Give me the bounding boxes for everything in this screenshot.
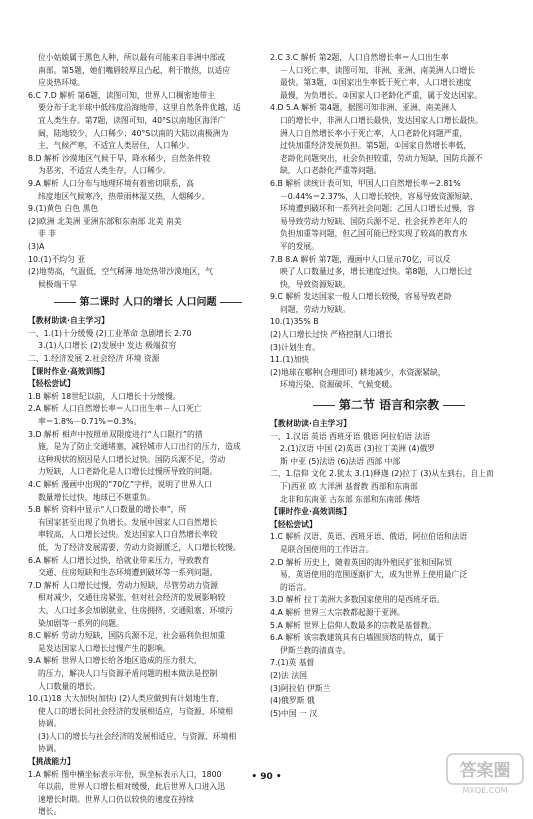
text-line: 映了人口数量过多，增长速度过快。第8题，人口增长过 <box>280 267 473 277</box>
subheading-reading-guide: 【教材助读·自主学习】 <box>28 316 109 326</box>
text-line: 下)西亚 欧 大洋洲 基督教 西部和东南部 <box>280 482 418 491</box>
text-line: 快，导致资源短缺。 <box>280 279 351 289</box>
text-line: 速增长时期。世界人口仍以较快的速度在持续 <box>38 794 194 804</box>
text-line: 7.(1)英 基督 <box>270 658 315 668</box>
text-line: 9.A 解析 人口分布与地理环境有着密切联系，高 <box>28 178 194 188</box>
text-line: 老龄化问题突出，社会负担较重，劳动力短缺，国防兵源不 <box>280 153 483 163</box>
text-line: 位小姑娘属于黑色人种，所以最有可能来自非洲中部或 <box>38 53 226 62</box>
title-rule-right <box>220 302 242 303</box>
subheading-easy-try: 【轻松尝试】 <box>28 379 75 389</box>
text-line: 染加剧等一系列的问题。 <box>38 618 124 628</box>
text-line: 应炎热环境。 <box>38 78 85 88</box>
text-line: 4.D 5.A 解析 第4题，据图可知非洲、亚洲、南美洲人 <box>270 103 457 113</box>
subheading-homework: 【课时作业·高效训练】 <box>270 507 351 517</box>
text-line: 最快。第3题，①国家出生率低于死亡率，人口增长速度 <box>280 78 472 88</box>
text-line: 增长。 <box>38 807 62 817</box>
text-line: －人口死亡率，读图可知，非洲、亚洲、南美洲人口增长 <box>280 65 475 75</box>
reading-guide-answers <box>28 328 268 366</box>
title-rule-left <box>313 405 335 406</box>
text-line: 问题，劳动力短缺。 <box>280 304 351 314</box>
text-line: 环境遭到破坏和一系列社会问题；乙国人口增长过慢，容 <box>280 204 475 214</box>
text-line: 北非和东南亚 古东部 东部和东南部 佛塔 <box>280 494 420 504</box>
text-line: 2.D 解析 历史上，随着英国的海外殖民扩张和国际贸 <box>270 557 453 567</box>
text-line: 缺，人口老龄化严重等问题。 <box>280 166 382 176</box>
right-question-11 <box>270 354 508 392</box>
text-line: 斯 中亚 (5)法语 (6)法语 西部 中部 <box>280 456 401 466</box>
left-column <box>28 52 268 819</box>
text-line: 协调。 <box>38 719 62 729</box>
subheading-challenge: 【挑战能力】 <box>28 757 75 767</box>
text-line: 的压力，解决人口与资源矛盾问题的根本做法是控制 <box>38 668 218 678</box>
question-10-answers <box>28 693 268 756</box>
text-line: 候极端干旱 <box>38 279 77 289</box>
text-line: 负担加重等问题，但乙国可能已经实现了较高的教育水 <box>280 229 468 239</box>
text-line: 洲人口自然增长率小于死亡率，人口老龄化问题严重， <box>280 128 468 138</box>
text-line: (3)A <box>28 241 45 251</box>
page-number: • 90 • <box>251 772 282 782</box>
text-line: 数量增长过快，地球已不堪重负。 <box>38 492 155 502</box>
text-line: 协调。 <box>38 744 62 754</box>
text-line: 1.A 解析 图中横坐标表示年份，纵坐标表示人口，1800 <box>28 769 222 779</box>
question-7-answers <box>270 657 508 720</box>
text-line: 最慢，为负增长。②国家人口老龄化严重，属于发达国家。 <box>280 90 482 100</box>
text-line: 6.B 解析 读统计表可知，甲国人口自然增长率＝2.81% <box>270 178 461 188</box>
text-line: 5.B 解析 资料中显示“人口数量的增长率”，所 <box>28 505 187 515</box>
text-line: (4)俄罗斯 俄 <box>270 696 315 706</box>
text-line: 3.(1)人口增长 (2)发展中 发达 极端贫穷 <box>38 341 177 351</box>
text-line: 非 非 <box>38 229 57 239</box>
text-line: 二、1.信仰 文化 2.犹太 3.(1)释迦 (2)拉丁 (3)从左到右，自上而 <box>270 469 494 479</box>
text-line: 9.C 解析 发达国家一般人口增长较慢，容易导致老龄 <box>270 292 452 302</box>
text-line: 8.C 解析 劳动力短缺，国防兵源不足，社会福利负担加重 <box>28 631 226 641</box>
text-line: 易，英语使用的范围逐渐扩大，成为世界上使用最广泛 <box>280 570 468 580</box>
text-line: 4.A 解析 世界三大宗教都起源于亚洲。 <box>270 607 405 617</box>
text-line: 3.D 解析 相声中按照单双限度进行“人口限行”的措 <box>28 429 203 439</box>
text-line: 年以前，世界人口增长相对缓慢，此后世界人口进入迅 <box>38 782 226 792</box>
text-line: 伊斯兰教的清真寺。 <box>280 645 351 655</box>
text-line: 2.C 3.C 解析 第2题，人口自然增长率＝人口出生率 <box>270 53 449 62</box>
left-top-block <box>28 52 268 291</box>
watermark-logo-icon <box>445 750 525 796</box>
text-line: 的语言。 <box>280 582 312 592</box>
text-line: 主，气候严寒，不适宜人类居住，人口稀少。 <box>38 141 194 151</box>
text-line: 4.C 解析 漫画中出现的“70亿”字样，说明了世界人口 <box>28 480 212 489</box>
text-line: 过快加重经济发展负担。第5题，①国家自然增长率低， <box>280 141 472 151</box>
right-question-10 <box>270 316 508 354</box>
section-title-text: 第二节 语言和宗教 <box>338 398 440 413</box>
text-line: (3)阿拉伯 伊斯兰 <box>270 683 331 693</box>
text-line: 2.A 解析 人口自然增长率＝人口出生率－人口死亡 <box>28 404 202 414</box>
text-line: 10.(1)不均匀 亚 <box>28 254 86 264</box>
text-line: 阔，陆地较少，人口稀少；40°S以南的大陆以南极洲为 <box>38 128 229 138</box>
text-line: 1.B 解析 18世纪以前，人口增长十分缓慢。 <box>28 391 181 401</box>
text-line: (5)中国 一 汉 <box>270 708 318 718</box>
text-line: 9.(1)黄色 白色 黑色 <box>28 204 99 214</box>
text-line: 人口数量的增长。 <box>38 681 101 691</box>
text-line: (2)人口增长过快 严格控制人口增长 <box>270 330 393 340</box>
watermark-main-text: 答案圈 <box>459 761 511 781</box>
text-line: 要分布于北半球中低纬度沿海地带，这里自然条件优越，适 <box>38 103 241 113</box>
text-line: 率较高，人口增长过快。发达国家人口自然增长率较 <box>38 530 218 540</box>
text-line: 易导致劳动力短缺、国防兵源不足、社会抚养老年人的 <box>280 216 468 226</box>
subheading-reading-guide: 【教材助读·自主学习】 <box>270 419 351 429</box>
text-line: 10.(1)35% B <box>270 317 319 327</box>
section-title-text: 第二课时 人口的增长 人口问题 <box>79 297 217 309</box>
text-line: 施，是为了防止交通堵塞，减轻城市人口出行的压力，造成 <box>38 442 241 452</box>
easy-try-answers <box>28 391 268 693</box>
text-line: 6.C 7.D 解析 第6题，读图可知，世界人口稠密地带主 <box>28 90 215 100</box>
text-line: (2)欧洲 北美洲 亚洲东部和东南部 北美 南美 <box>28 216 182 226</box>
right-column <box>270 52 508 720</box>
text-line: 纬度地区气候寒冷，热带雨林湿又热，人烟稀少。 <box>38 191 210 201</box>
text-line: 相对减少，交通住房紧张，但对社会经济的发展影响较 <box>38 593 226 603</box>
text-line: 低，为了经济发展需要，劳动力资源匮乏，人口增长较慢。 <box>38 542 241 552</box>
text-line: 这种现状的原因是人口增长过快。国防兵源不足，劳动 <box>38 454 226 464</box>
text-line: 7.D 解析 人口增长过慢，劳动力短缺，尽管劳动力资源 <box>28 580 218 590</box>
text-line: 10.(1)18 大大加快(加快) (2)人类应做到有计划地生育， <box>28 694 224 704</box>
text-line: 有国家甚至出现了负增长。发展中国家人口自然增长 <box>38 517 218 527</box>
text-line: 6.A 解析 人口增长过快，给就业带来压力，导致教育 <box>28 555 210 565</box>
text-line: 宜人类生存。第7题，读图可知，40°S以南地区海洋广 <box>38 115 226 125</box>
text-line: 交通、住房短缺和生态环境遭到破坏等一系列问题。 <box>38 568 218 578</box>
text-line: 一、1.(1)十分缓慢 (2)工业革命 急剧增长 2.70 <box>28 328 192 338</box>
text-line: 是联合国使用的工作语言。 <box>280 544 374 554</box>
text-line: 6.A 解析 该宗教建筑具有白墙圆顶塔的特点，属于 <box>270 633 444 643</box>
section-title-language-religion <box>270 394 508 416</box>
text-line: 二、1.经济发展 2.社会经济 环境 资源 <box>28 354 160 364</box>
text-line: 8.D 解析 沙漠地区气候干旱，降水稀少，自然条件较 <box>28 153 211 163</box>
text-line: 一、1.汉语 英语 西班牙语 俄语 阿拉伯语 法语 <box>270 431 431 441</box>
text-line: 为恶劣，不适宜人类生存，人口稀少。 <box>38 166 171 176</box>
subheading-homework: 【课时作业·高效训练】 <box>28 366 109 376</box>
text-line: 是发达国家人口增长过慢产生的影响。 <box>38 643 171 653</box>
text-line: 3.D 解析 拉丁美洲大多数国家使用的是西班牙语。 <box>270 595 445 605</box>
text-line: －0.44%＝2.37%，人口增长较快，容易导致资源短缺、 <box>280 191 478 201</box>
text-line: (2)法 法国 <box>270 670 307 680</box>
text-line: (3)计划生育。 <box>270 342 321 352</box>
text-line: (2)地势高，气温低，空气稀薄 地处热带沙漠地区，气 <box>28 267 214 277</box>
text-line: 9.A 解析 世界人口增长给各地区造成的压力很大， <box>28 656 202 666</box>
text-line: 7.B 8.A 解析 第7题，漫画中人口显示70亿，可以反 <box>270 254 451 264</box>
text-line: (2)地球在哪种(合理即可) 耕地减少，水资源紧缺， <box>270 367 446 377</box>
subheading-easy-try: 【轻松尝试】 <box>270 519 317 529</box>
text-line: 使人口的增长同社会经济的发展相适应，与资源、环境相 <box>38 706 233 716</box>
easy-try-answers <box>270 531 508 657</box>
reading-guide-answers <box>270 431 508 507</box>
text-line: 2.(1)汉语 中国 (2)英语 (3)拉丁美洲 (4)俄罗 <box>280 444 436 454</box>
text-line: 环境污染、资源破坏、气候变暖。 <box>280 380 397 390</box>
text-line: (3)人口的增长与社会经济的发展相适应，与资源、环境相 <box>38 731 237 741</box>
text-line: 5.A 解析 世界上信仰人数最多的宗教是基督教。 <box>270 620 436 630</box>
text-line: 力短缺，人口老龄化是人口增长过慢所导致的问题。 <box>38 467 218 477</box>
text-line: 平的发展。 <box>280 241 319 251</box>
right-top-block <box>270 52 508 316</box>
text-line: 11.(1)加快 <box>270 355 310 365</box>
text-line: 1.C 解析 汉语、英语、西班牙语、俄语、阿拉伯语和法语 <box>270 532 468 542</box>
text-line: 大，人口过多会加剧就业、住房拥挤、交通阻塞、环境污 <box>38 605 233 615</box>
section-title-population-growth <box>28 294 268 312</box>
title-rule-right <box>443 405 465 406</box>
text-line: 南部。第5题，她们嘴唇较厚且凸起，利于散热，以适应 <box>38 65 231 75</box>
text-line: 口的增长中，非洲人口增长最快，发达国家人口增长最快。 <box>280 115 483 125</box>
title-rule-left <box>54 302 76 303</box>
watermark-url-text: MXQE.COM <box>462 786 508 795</box>
text-line: 率＝1.8%－0.71%＝0.3%。 <box>38 417 142 427</box>
